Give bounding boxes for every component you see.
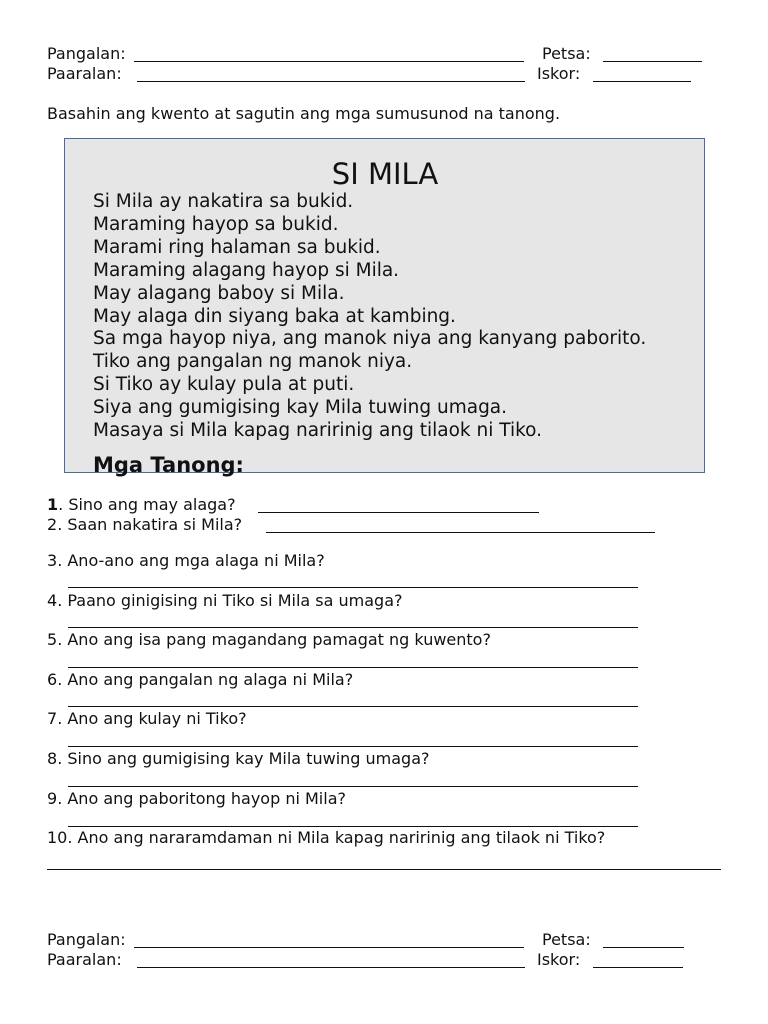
story-line: Siya ang gumigising kay Mila tuwing umaga. [93, 397, 508, 418]
question-text: . Ano ang paboritong hayop ni Mila? [57, 789, 346, 808]
question-5 [47, 630, 491, 650]
school-line[interactable] [137, 81, 525, 82]
answer-line-3[interactable] [68, 587, 638, 588]
question-number: 10 [47, 828, 68, 847]
answer-line-4[interactable] [68, 627, 638, 628]
story-line: Tiko ang pangalan ng manok niya. [93, 351, 413, 372]
question-number: 1 [47, 495, 59, 514]
answer-line-9[interactable] [68, 826, 638, 827]
story-line: May alaga din siyang baka at kambing. [93, 306, 456, 327]
story-line: Sa mga hayop niya, ang manok niya ang kanyang paborito. [93, 328, 647, 349]
story-line: Maraming hayop sa bukid. [93, 214, 339, 235]
answer-line-6[interactable] [68, 706, 638, 707]
footer-name-label: Pangalan: [47, 930, 126, 949]
footer-school-label: Paaralan: [47, 950, 122, 969]
footer-score-label: Iskor: [537, 950, 581, 969]
question-number: 2 [47, 515, 58, 534]
name-label: Pangalan: [47, 44, 126, 63]
question-number: 9 [47, 789, 58, 808]
question-number: 6 [47, 670, 58, 689]
question-3 [47, 551, 325, 571]
story-box [64, 138, 705, 477]
footer-school-line[interactable] [137, 967, 525, 968]
footer-name-line[interactable] [134, 947, 524, 948]
story-line: Maraming alagang hayop si Mila. [93, 260, 400, 281]
question-2 [47, 515, 242, 535]
story-line: Si Tiko ay kulay pula at puti. [93, 374, 355, 395]
instructions: Basahin ang kwento at sagutin ang mga sumusunod na tanong. [47, 104, 561, 123]
questions-heading: Mga Tanong: [93, 453, 244, 477]
answer-line-1[interactable] [258, 512, 539, 513]
question-text: . Paano ginigising ni Tiko si Mila sa umaga? [57, 591, 403, 610]
name-line[interactable] [134, 61, 524, 62]
answer-line-5[interactable] [68, 667, 638, 668]
school-label: Paaralan: [47, 64, 122, 83]
score-line[interactable] [593, 81, 691, 82]
question-4 [47, 591, 403, 611]
question-number: 7 [47, 709, 58, 728]
question-text: . Sino ang gumigising kay Mila tuwing umaga? [57, 749, 430, 768]
question-text: . Ano-ano ang mga alaga ni Mila? [57, 551, 325, 570]
question-text: . Ano ang nararamdaman ni Mila kapag naririnig ang tilaok ni Tiko? [67, 828, 606, 847]
story-line: May alagang baboy si Mila. [93, 283, 345, 304]
footer-date-label: Petsa: [542, 930, 591, 949]
question-text: . Saan nakatira si Mila? [57, 515, 243, 534]
question-text: . Ano ang isa pang magandang pamagat ng kuwento? [57, 630, 491, 649]
date-label: Petsa: [542, 44, 591, 63]
footer-date-line[interactable] [603, 947, 684, 948]
story-title: SI MILA [331, 157, 439, 191]
story-line: Masaya si Mila kapag naririnig ang tilaok ni Tiko. [93, 420, 543, 441]
question-8 [47, 749, 430, 769]
question-text: . Ano ang kulay ni Tiko? [57, 709, 247, 728]
story-line: Marami ring halaman sa bukid. [93, 237, 381, 258]
question-number: 4 [47, 591, 58, 610]
date-line[interactable] [603, 61, 702, 62]
answer-line-8[interactable] [68, 786, 638, 787]
question-text: . Sino ang may alaga? [58, 495, 236, 514]
question-number: 5 [47, 630, 58, 649]
score-label: Iskor: [537, 64, 581, 83]
footer-score-line[interactable] [593, 967, 683, 968]
answer-line-2[interactable] [266, 532, 655, 533]
question-9 [47, 789, 346, 809]
answer-line-7[interactable] [68, 746, 638, 747]
question-7 [47, 709, 247, 729]
question-6 [47, 670, 353, 690]
question-1 [47, 495, 236, 515]
answer-line-10[interactable] [47, 869, 721, 870]
question-text: . Ano ang pangalan ng alaga ni Mila? [57, 670, 354, 689]
question-10 [47, 828, 605, 848]
question-number: 8 [47, 749, 58, 768]
question-number: 3 [47, 551, 58, 570]
story-line: Si Mila ay nakatira sa bukid. [93, 191, 354, 212]
